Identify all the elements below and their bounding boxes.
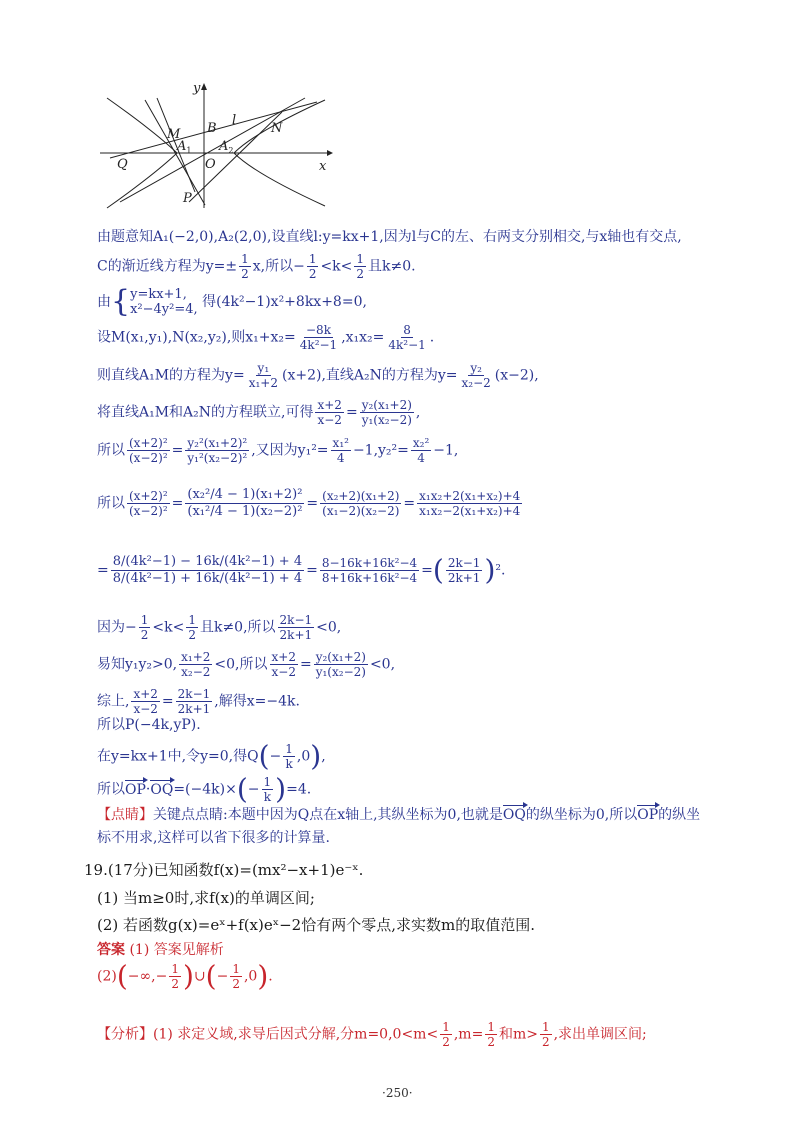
vector-OP: OP	[125, 781, 146, 798]
text: (x+2),直线A₂N的方程为y=	[281, 367, 458, 384]
denominator: 2	[356, 267, 365, 281]
text: (2)	[97, 968, 117, 985]
fraction	[169, 962, 181, 991]
text: ,	[415, 404, 421, 421]
numerator: −8k	[306, 323, 331, 337]
solution-line-9	[97, 554, 505, 587]
answer-line-2	[97, 959, 273, 993]
denominator: 2	[171, 977, 179, 991]
fraction	[127, 489, 170, 518]
text: 因为−	[97, 619, 137, 636]
vector-OP: OP	[637, 807, 659, 823]
tip-line-2: 标不用求,这样可以省下很多的计算量.	[97, 830, 330, 846]
denominator: 2k+1	[279, 628, 313, 642]
paren-left: (	[116, 959, 128, 993]
fraction	[320, 489, 401, 518]
problem-score: (17分)	[107, 861, 154, 879]
text: =	[345, 404, 358, 421]
numerator: x₂²	[412, 436, 430, 450]
denominator: x−2	[271, 665, 296, 679]
denominator: y₁²(x₂−2)²	[187, 451, 248, 465]
text: 且k≠0.	[368, 258, 416, 275]
numerator: x+2	[317, 398, 342, 412]
fraction	[411, 436, 431, 465]
text: ,求出单调区间;	[553, 1026, 647, 1043]
analysis-label: 【分析】	[97, 1026, 153, 1043]
solution-line-2	[97, 252, 416, 281]
paren-right: )	[257, 959, 269, 993]
denominator: 2	[308, 267, 317, 281]
label-l: l	[232, 113, 237, 128]
text: ².	[495, 562, 506, 579]
fraction	[111, 554, 304, 587]
denominator: x₁x₂−2(x₁+x₂)+4	[419, 504, 521, 518]
numerator: 8−16k+16k²−4	[321, 556, 418, 570]
label-A1: $A_1$	[177, 139, 192, 155]
page-number: ·250·	[382, 1086, 413, 1100]
label-A2: $A_2$	[219, 139, 234, 155]
denominator: 2	[487, 1035, 495, 1049]
numerator: 1	[171, 962, 179, 976]
numerator: (x+2)²	[129, 436, 168, 450]
numerator: 2k−1	[447, 556, 481, 570]
denominator: 4	[417, 451, 425, 465]
text: 所以	[97, 781, 125, 798]
paren-right: )	[275, 772, 287, 806]
denominator: 2	[541, 1035, 550, 1049]
fraction	[354, 252, 366, 281]
text: 的纵坐	[658, 807, 701, 823]
denominator: x₂−2	[181, 665, 211, 679]
numerator: x+2	[271, 650, 296, 664]
numerator: x+2	[133, 687, 158, 701]
label-O: O	[205, 157, 216, 172]
numerator: 1	[356, 252, 365, 266]
denominator: 2	[188, 628, 196, 642]
text: ,m=	[453, 1026, 484, 1043]
numerator: 1	[442, 1020, 450, 1034]
equation: y=kx+1,	[130, 287, 187, 302]
fraction	[230, 962, 242, 991]
paren-left: (	[236, 772, 248, 806]
numerator: 1	[308, 252, 317, 266]
fraction	[176, 687, 213, 716]
text: <k<	[320, 258, 353, 275]
fraction	[270, 650, 298, 679]
paren-left: (	[432, 553, 444, 587]
text: −∞,−	[127, 968, 168, 985]
asymptote-1	[120, 98, 305, 202]
fraction	[307, 252, 319, 281]
denominator: y₁(x₂−2)	[361, 413, 412, 427]
denominator: (x₁²/4 − 1)(x₂−2)²	[187, 504, 303, 519]
numerator: (x+2)²	[129, 489, 168, 503]
text: 由	[97, 294, 111, 310]
numerator: x₁²	[332, 436, 349, 450]
numerator: x₁x₂+2(x₁+x₂)+4	[419, 489, 521, 503]
paren-right: )	[183, 959, 194, 993]
solution-line-12	[97, 687, 300, 716]
denominator: 2	[442, 1035, 450, 1049]
numerator: (x₂+2)(x₁+2)	[322, 489, 400, 503]
text: =	[306, 562, 318, 579]
denominator: k	[285, 757, 293, 771]
solution-line-4	[97, 323, 434, 352]
label-x: x	[319, 159, 327, 174]
denominator: 4	[336, 451, 345, 465]
text: =	[299, 656, 312, 673]
fraction	[540, 1020, 552, 1049]
denominator: 2k+1	[177, 702, 211, 716]
text: (1) 求定义域,求导后因式分解,分m=0,0<m<	[153, 1026, 439, 1043]
fraction	[239, 252, 251, 281]
text: =	[306, 495, 319, 512]
text: 综上,	[97, 693, 130, 710]
y-axis-arrow	[201, 83, 207, 90]
solution-line-13: 所以P(−4k,yP).	[97, 717, 201, 733]
label-N: N	[271, 121, 283, 136]
answer-label: 答案	[97, 942, 125, 958]
equation: x²−4y²=4,	[130, 302, 198, 317]
fraction	[247, 361, 280, 390]
problem-part-1: (1) 当m≥0时,求f(x)的单调区间;	[97, 889, 315, 907]
tip-line-1	[97, 806, 700, 824]
text: 将直线A₁M和A₂N的方程联立,可得	[97, 404, 314, 421]
solution-line-6	[97, 398, 420, 427]
label-B: B	[207, 121, 217, 136]
text: =	[161, 693, 174, 710]
denominator: x−2	[133, 702, 158, 716]
fraction	[315, 398, 343, 427]
numerator: 1	[140, 613, 149, 627]
numerator: 1	[541, 1020, 550, 1034]
text: <0,	[316, 619, 342, 636]
denominator: 4k²−1	[299, 338, 338, 352]
numerator: y₁	[257, 361, 270, 375]
numerator: 1	[232, 962, 240, 976]
text: 已知函数f(x)=(mx²−x+1)e⁻ˣ.	[153, 861, 364, 879]
text: x,所以−	[252, 258, 305, 275]
text: <0,	[369, 656, 396, 673]
paren-left: (	[205, 959, 217, 993]
fraction	[139, 613, 151, 642]
text: 易知y₁y₂>0,	[97, 656, 178, 673]
solution-line-1: 由题意知A₁(−2,0),A₂(2,0),设直线l:y=kx+1,因为l与C的左、右两支分别相交,与x轴也有交点,	[97, 229, 682, 245]
denominator: 2	[241, 267, 249, 281]
fraction	[131, 687, 159, 716]
text: ,0	[243, 968, 258, 985]
denominator: x₂−2	[461, 376, 491, 390]
numerator: y₂(x₁+2)	[361, 398, 412, 412]
x-axis-arrow	[327, 150, 333, 156]
paren-right: )	[484, 553, 496, 587]
fraction	[417, 489, 522, 518]
text: −	[216, 968, 229, 985]
numerator: 1	[263, 775, 272, 789]
label-Q: Q	[117, 157, 128, 172]
text: .	[268, 968, 273, 985]
text: 在y=kx+1中,令y=0,得Q	[97, 748, 259, 765]
solution-line-11	[97, 650, 395, 679]
denominator: k	[263, 790, 271, 804]
text: .	[429, 329, 435, 346]
solution-line-14: 在y=kx+1中,令y=0,得Q(− $\frac{1}{k}$ ,0),	[97, 739, 326, 773]
text: =4.	[286, 781, 312, 798]
text: ,解得x=−4k.	[214, 693, 300, 710]
text: 设M(x₁,y₁),N(x₂,y₂),则x₁+x₂=	[97, 329, 296, 346]
text: −1,	[433, 442, 459, 459]
fraction	[320, 556, 419, 585]
fraction	[283, 742, 295, 771]
problem-stem	[84, 861, 363, 880]
vector-OQ: OQ	[150, 781, 174, 798]
numerator: 8/(4k²−1) − 16k/(4k²−1) + 4	[112, 554, 303, 569]
text: 关键点点睛:本题中因为Q点在x轴上,其纵坐标为0,也就是	[153, 807, 503, 823]
numerator: 1	[285, 742, 293, 756]
text: 所以	[97, 442, 125, 459]
text: <k<	[152, 619, 185, 636]
solution-line-5	[97, 361, 539, 390]
numerator: 2k−1	[177, 687, 211, 701]
fraction	[331, 436, 351, 465]
fraction	[360, 398, 414, 427]
equation-system	[130, 287, 198, 317]
numerator: x₁+2	[181, 650, 211, 664]
paren-left: (	[258, 739, 270, 773]
label-M: M	[167, 127, 181, 142]
numerator: y₂²(x₁+2)²	[187, 436, 248, 450]
text: 和m>	[498, 1026, 538, 1043]
problem-number: 19.	[84, 861, 108, 879]
text: −1,y₂²=	[352, 442, 409, 459]
analysis-line	[97, 1020, 647, 1049]
solution-line-15: 所以OP·OQ=(−4k)×(− $\frac{1}{k}$ )=4.	[97, 772, 312, 806]
numerator: y₂(x₁+2)	[315, 650, 366, 664]
text: =	[97, 562, 109, 579]
fraction	[446, 556, 483, 585]
paren-right: )	[310, 739, 322, 773]
brace: {	[111, 284, 131, 319]
text: =	[171, 495, 184, 512]
fraction	[386, 323, 427, 352]
text: =(−4k)×	[173, 781, 237, 798]
text: 则直线A₁M的方程为y=	[97, 367, 245, 384]
fraction	[127, 436, 170, 465]
text: 且k≠0,所以	[199, 619, 276, 636]
fraction	[485, 1020, 497, 1049]
text: ,x₁x₂=	[341, 329, 385, 346]
text: C的渐近线方程为y=±	[97, 258, 238, 275]
denominator: (x−2)²	[129, 504, 168, 518]
denominator: (x₁−2)(x₂−2)	[322, 504, 400, 518]
text: =	[403, 495, 416, 512]
text: 得(4k²−1)x²+8kx+8=0,	[202, 294, 367, 310]
numerator: (x₂²/4 − 1)(x₁+2)²	[187, 487, 303, 502]
fraction	[185, 436, 249, 465]
numerator: 1	[241, 252, 249, 266]
fraction	[186, 613, 198, 642]
fraction	[185, 487, 304, 520]
text: ,0	[296, 748, 311, 765]
fraction	[298, 323, 339, 352]
text: =	[421, 562, 433, 579]
text: ∪	[193, 968, 206, 985]
denominator: 8/(4k²−1) + 16k/(4k²−1) + 4	[112, 571, 303, 586]
fraction	[262, 775, 274, 804]
fraction	[314, 650, 368, 679]
text: ,又因为y₁²=	[251, 442, 329, 459]
numerator: y₂	[470, 361, 482, 375]
denominator: 2	[232, 977, 240, 991]
numerator: 1	[487, 1020, 495, 1034]
numerator: 8	[403, 323, 411, 337]
denominator: y₁(x₂−2)	[315, 665, 366, 679]
text: (1) 答案见解析	[129, 942, 224, 958]
fraction	[278, 613, 315, 642]
denominator: 8+16k+16k²−4	[321, 571, 418, 585]
text: 的纵坐标为0,所以	[525, 807, 638, 823]
denominator: 4k²−1	[388, 338, 426, 352]
solution-line-3	[97, 284, 367, 319]
denominator: x₁+2	[248, 376, 278, 390]
text: =	[171, 442, 184, 459]
text: ·	[145, 781, 151, 798]
denominator: 2k+1	[447, 571, 481, 585]
fraction	[440, 1020, 452, 1049]
label-y: y	[193, 81, 201, 96]
solution-line-8	[97, 487, 524, 520]
fraction	[460, 361, 493, 390]
solution-line-7	[97, 436, 458, 465]
vector-OQ: OQ	[502, 807, 526, 823]
hyperbola-figure	[95, 80, 345, 210]
text: (x−2),	[494, 367, 539, 384]
text: <0,所以	[214, 656, 268, 673]
problem-part-2: (2) 若函数g(x)=eˣ+f(x)eˣ−2恰有两个零点,求实数m的取值范围.	[97, 916, 535, 934]
fraction	[179, 650, 212, 679]
answer-line-1	[97, 941, 224, 959]
tip-label: 【点睛】	[97, 807, 153, 823]
numerator: 1	[188, 613, 196, 627]
denominator: 2	[140, 628, 149, 642]
text: 所以	[97, 495, 125, 512]
solution-line-10	[97, 613, 341, 642]
label-P: P	[183, 191, 192, 206]
denominator: x−2	[317, 413, 342, 427]
numerator: 2k−1	[279, 613, 313, 627]
denominator: (x−2)²	[129, 451, 168, 465]
